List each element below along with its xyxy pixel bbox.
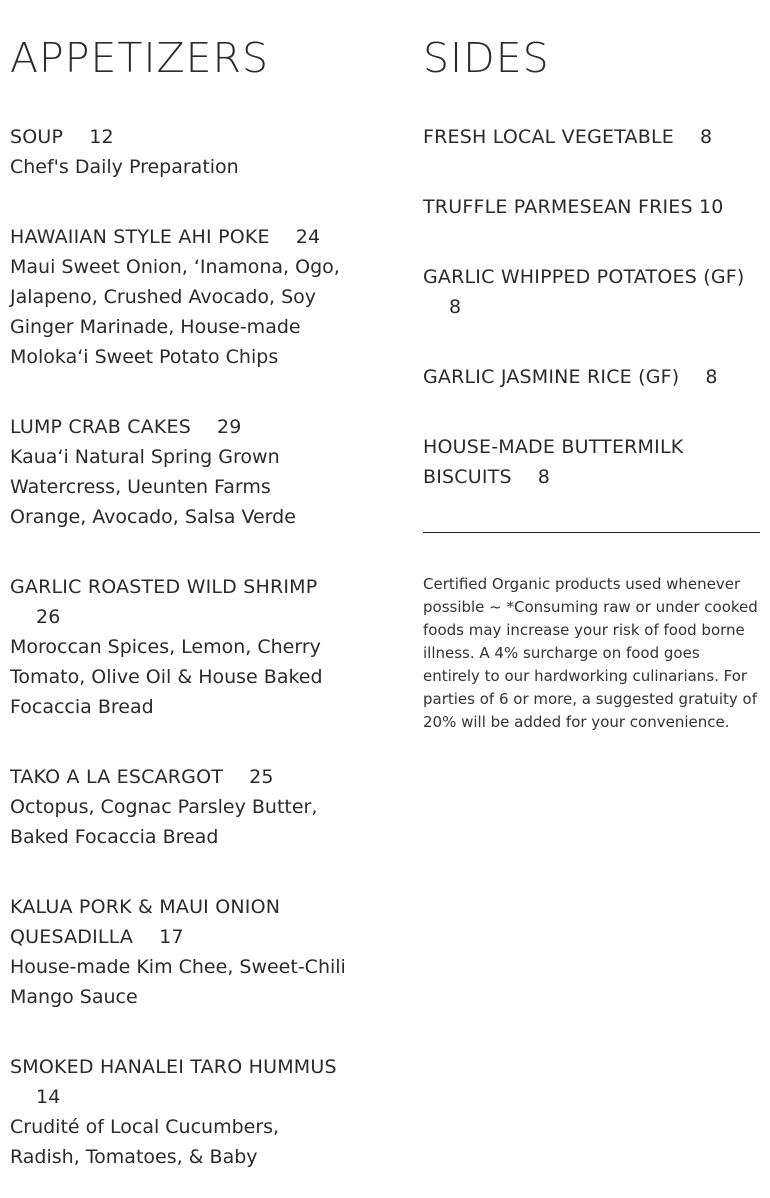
item-name: TRUFFLE PARMESEAN FRIES (423, 196, 693, 218)
item-price: 14 (36, 1086, 61, 1108)
item-name: GARLIC WHIPPED POTATOES (GF) (423, 266, 745, 288)
item-price: 12 (89, 126, 114, 148)
item-price: 8 (449, 296, 462, 318)
item-description: Moroccan Spices, Lemon, Cherry Tomato, Olive Oil & House Baked Focaccia Bread (10, 636, 323, 718)
menu-item (423, 262, 761, 322)
item-price: 17 (159, 926, 184, 948)
menu-item (10, 572, 350, 722)
appetizers-title: APPETIZERS (10, 34, 270, 82)
item-name: HOUSE-MADE BUTTERMILK BISCUITS (423, 436, 684, 488)
menu-item (10, 122, 350, 182)
disclaimer-note: Certified Organic products used whenever possible ~ *Consuming raw or under cooked foods may increase your risk of food borne illness. A 4% surcharge on food goes entirely to our hardworking culinarians. For parties of 6 or more, a suggested gratuity of 20% will be added for your convenience. (423, 575, 758, 731)
item-price: 8 (699, 126, 713, 148)
item-name: SOUP (10, 126, 64, 148)
menu-item (423, 122, 761, 152)
item-description: Octopus, Cognac Parsley Butter, Baked Focaccia Bread (10, 796, 318, 848)
menu-item (423, 432, 761, 492)
item-name: TAKO A LA ESCARGOT (10, 766, 224, 788)
appetizers-column (10, 30, 350, 1198)
menu-item (10, 412, 350, 532)
item-price: 29 (217, 416, 242, 438)
item-name: KALUA PORK & MAUI ONION QUESADILLA (10, 896, 281, 948)
item-description: Crudité of Local Cucumbers, Radish, Tomatoes, & Baby (10, 1116, 280, 1168)
item-description: Chef's Daily Preparation (10, 156, 239, 178)
sides-title: SIDES (423, 34, 550, 82)
item-name: GARLIC ROASTED WILD SHRIMP (10, 576, 318, 598)
item-description: House-made Kim Chee, Sweet-Chili Mango Sauce (10, 956, 346, 1008)
section-divider (423, 532, 760, 533)
item-price: 8 (537, 466, 551, 488)
menu-item (423, 192, 761, 222)
item-name: HAWAIIAN STYLE AHI POKE (10, 226, 270, 248)
item-name: FRESH LOCAL VEGETABLE (423, 126, 674, 148)
sides-column (423, 30, 761, 734)
item-price: 25 (249, 766, 274, 788)
item-description: Maui Sweet Onion, ʻInamona, Ogo, Jalapeno, Crushed Avocado, Soy Ginger Marinade, House-made Molokaʻi Sweet Potato Chips (10, 256, 340, 368)
item-name: GARLIC JASMINE RICE (GF) (423, 366, 680, 388)
item-price: 26 (36, 606, 61, 628)
item-price: 8 (705, 366, 718, 388)
menu-item (10, 892, 350, 1012)
menu-item (423, 362, 761, 392)
item-price: 10 (699, 196, 724, 218)
item-price: 24 (295, 226, 321, 248)
item-name: SMOKED HANALEI TARO HUMMUS (10, 1056, 337, 1078)
menu-item (10, 222, 350, 372)
menu-item (10, 1052, 350, 1172)
item-description: Kauaʻi Natural Spring Grown Watercress, Ueunten Farms Orange, Avocado, Salsa Verde (10, 446, 296, 528)
item-name: LUMP CRAB CAKES (10, 416, 191, 438)
menu-item (10, 762, 350, 852)
